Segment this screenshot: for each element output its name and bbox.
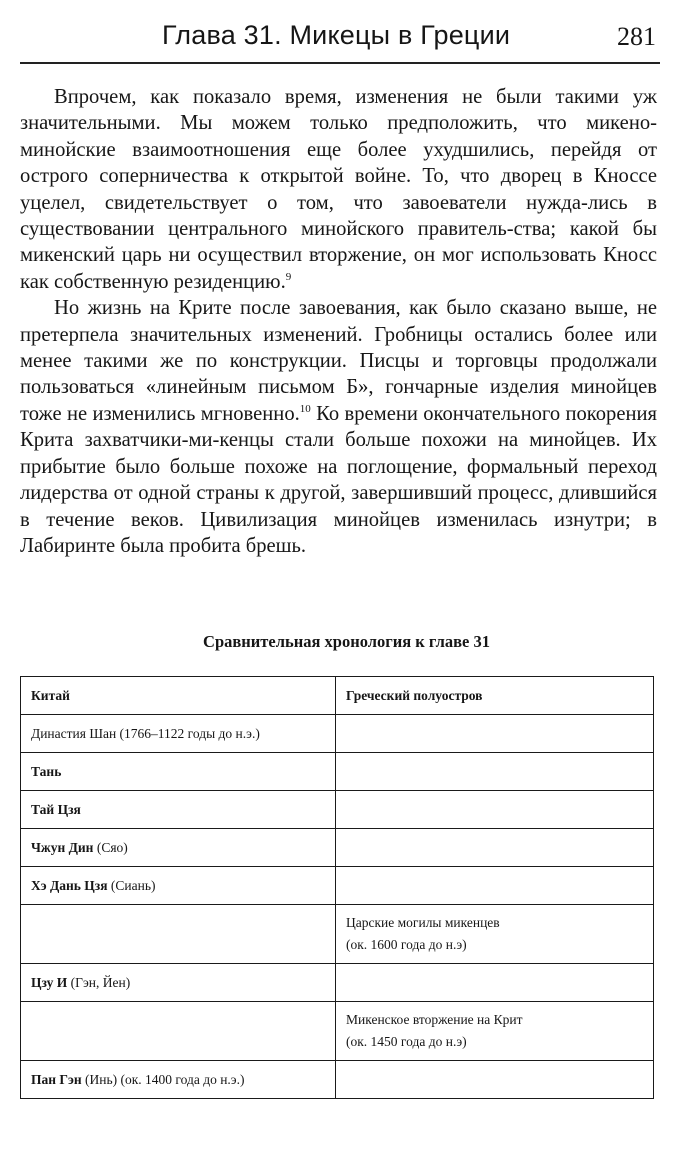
table-row xyxy=(21,791,654,829)
cell-greece xyxy=(336,1002,654,1061)
cell-greece xyxy=(336,715,654,753)
chronology-table xyxy=(20,676,654,1099)
cell-greece xyxy=(336,964,654,1002)
paragraph-1-text: Впрочем, как показало время, изменения не были такими уж значительными. Мы можем только предположить, что микено-минойские взаимоотношения еще более ухудшились, перейдя от острого соперничества к открытой войне. То, что дворец в Кноссе уцелел, свидетельствует о том, что завоеватели нужда-лись в существовании центрального минойского правитель-ства; какой бы микенский царь ни осуществил вторжение, он мог использовать Кносс как собственную резиденцию. xyxy=(20,86,657,293)
ruler-name: Чжун Дин xyxy=(31,839,94,855)
ruler-name: Хэ Дань Цзя xyxy=(31,877,108,893)
cell-china xyxy=(21,1002,336,1061)
event-title: Микенское вторжение на Крит xyxy=(346,1012,523,1027)
cell-greece xyxy=(336,905,654,964)
ruler-name: Тай Цзя xyxy=(31,801,81,817)
event-title: Царские могилы микенцев xyxy=(346,915,500,930)
page-number: 281 xyxy=(617,22,656,51)
table-row xyxy=(21,1061,654,1099)
cell-china xyxy=(21,753,336,791)
cell-greece xyxy=(336,867,654,905)
table-row xyxy=(21,1002,654,1061)
table-row xyxy=(21,867,654,905)
table-row xyxy=(21,905,654,964)
cell-china: Династия Шан (1766–1122 годы до н.э.) xyxy=(21,715,336,753)
paragraph-2-text-b: Ко времени окончательного покорения Крита захватчики-ми-кенцы стали больше похожи на минойцев. Их прибытие было больше похоже на поглощение, формальный переход лидерства от одной страны к другой, завершивший процесс, длившийся в течение веков. Цивилизация минойцев изменилась изнутри; в Лабиринте была пробита брешь. xyxy=(20,402,657,557)
cell-greece xyxy=(336,829,654,867)
paragraph-2 xyxy=(20,295,657,559)
cell-china xyxy=(21,867,336,905)
ruler-name: Тань xyxy=(31,763,62,779)
table-row xyxy=(21,829,654,867)
cell-greece xyxy=(336,791,654,829)
header-china: Китай xyxy=(21,677,336,715)
table-caption: Сравнительная хронология к главе 31 xyxy=(203,632,490,651)
ruler-name: Цзу И xyxy=(31,974,68,990)
table-header-row xyxy=(21,677,654,715)
cell-china xyxy=(21,1061,336,1099)
cell-china xyxy=(21,791,336,829)
cell-china xyxy=(21,905,336,964)
page-header xyxy=(20,16,660,64)
paragraph-2-text-a: Но жизнь на Крите после завоевания, как было сказано выше, не претерпела значительных изменений. Гробницы остались более или менее такими же по конструкции. Писцы и торговцы продолжали пользоваться «линейным письмом Б», гончарные изделия минойцев тоже не изменились мгновенно. xyxy=(20,297,657,425)
ruler-detail: (Сиань) xyxy=(107,877,156,893)
footnote-ref-10: 10 xyxy=(299,402,311,415)
chapter-title: Глава 31. Микецы в Греции xyxy=(162,20,511,50)
table-row xyxy=(21,753,654,791)
footnote-ref-9: 9 xyxy=(285,270,292,283)
header-greece: Греческий полуостров xyxy=(336,677,654,715)
body-text xyxy=(20,84,657,559)
ruler-name: Пан Гэн xyxy=(31,1071,82,1087)
table-row xyxy=(21,715,654,753)
cell-china xyxy=(21,829,336,867)
ruler-detail: (Сяо) xyxy=(93,839,128,855)
ruler-detail: (Инь) (ок. 1400 года до н.э.) xyxy=(81,1071,245,1087)
event-date: (ок. 1600 года до н.э) xyxy=(346,937,467,952)
ruler-detail: (Гэн, Йен) xyxy=(67,974,131,990)
cell-china xyxy=(21,964,336,1002)
event-date: (ок. 1450 года до н.э) xyxy=(346,1034,467,1049)
cell-greece xyxy=(336,753,654,791)
paragraph-1 xyxy=(20,84,657,295)
cell-greece xyxy=(336,1061,654,1099)
table-row xyxy=(21,964,654,1002)
